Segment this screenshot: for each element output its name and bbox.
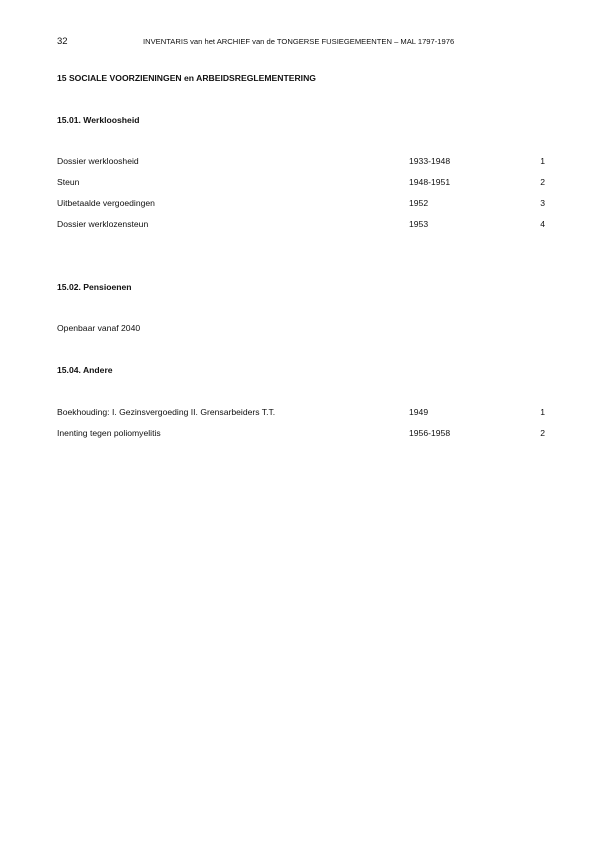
inventory-entry bbox=[57, 177, 547, 189]
entry-description: Uitbetaalde vergoedingen bbox=[57, 198, 155, 208]
access-note: Openbaar vanaf 2040 bbox=[57, 323, 141, 333]
page-number: 32 bbox=[57, 36, 68, 47]
entry-date: 1952 bbox=[409, 198, 429, 208]
section-title-pensioenen: 15.02. Pensioenen bbox=[57, 282, 132, 292]
section-title-werkloosheid: 15.01. Werkloosheid bbox=[57, 115, 140, 125]
entry-number: 1 bbox=[540, 407, 545, 417]
entry-date: 1953 bbox=[409, 219, 429, 229]
entry-description: Inenting tegen poliomyelitis bbox=[57, 428, 161, 438]
entry-number: 4 bbox=[540, 219, 545, 229]
section-title-andere: 15.04. Andere bbox=[57, 365, 113, 375]
entry-date: 1949 bbox=[409, 407, 429, 417]
entry-number: 1 bbox=[540, 156, 545, 166]
inventory-entry bbox=[57, 198, 547, 210]
entry-number: 2 bbox=[540, 428, 545, 438]
entry-description: Steun bbox=[57, 177, 80, 187]
entry-description: Dossier werklozensteun bbox=[57, 219, 149, 229]
entry-number: 2 bbox=[540, 177, 545, 187]
running-header: INVENTARIS van het ARCHIEF van de TONGERSE FUSIEGEMEENTEN – MAL 1797-1976 bbox=[143, 37, 455, 46]
chapter-title: 15 SOCIALE VOORZIENINGEN en ARBEIDSREGLEMENTERING bbox=[57, 73, 316, 83]
entry-description: Boekhouding: I. Gezinsvergoeding II. Grensarbeiders T.T. bbox=[57, 407, 276, 417]
inventory-entry bbox=[57, 428, 547, 440]
entry-description: Dossier werkloosheid bbox=[57, 156, 139, 166]
inventory-entry bbox=[57, 407, 547, 419]
entry-date: 1933-1948 bbox=[409, 156, 451, 166]
inventory-entry bbox=[57, 156, 547, 168]
inventory-entry bbox=[57, 219, 547, 231]
entry-date: 1956-1958 bbox=[409, 428, 451, 438]
entry-number: 3 bbox=[540, 198, 545, 208]
entry-date: 1948-1951 bbox=[409, 177, 451, 187]
